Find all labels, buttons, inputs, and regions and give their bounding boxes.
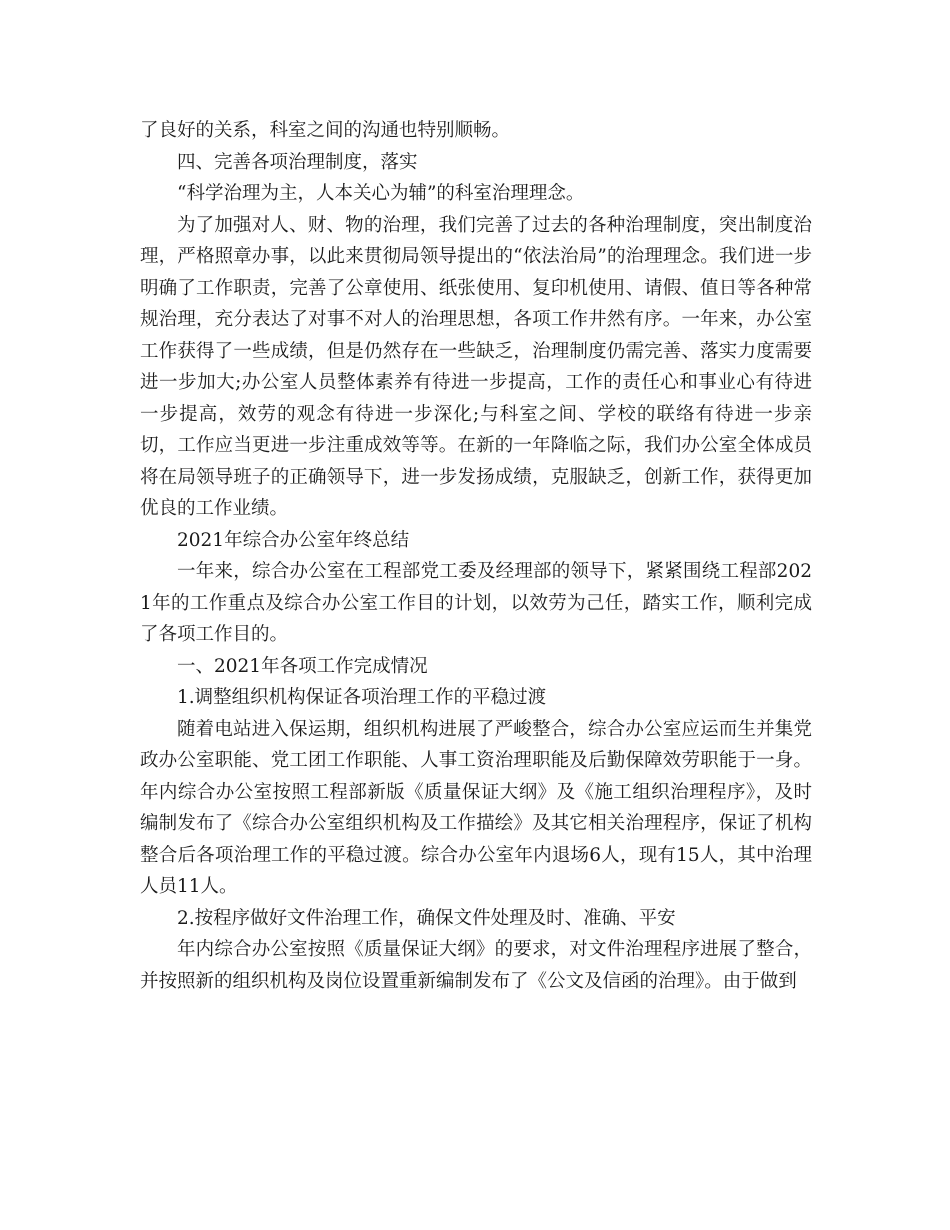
- section-heading-four: 四、完善各项治理制度，落实: [177, 151, 418, 173]
- subsection-heading-2: 2.按程序做好文件治理工作，确保文件处理及时、准确、平安: [177, 907, 676, 929]
- paragraph-management: 为了加强对人、财、物的治理，我们完善了过去的各种治理制度，突出制度治理，严格照章办事，以此来贯彻局领导提出的“依法治局”的治理理念。我们进一步明确了工作职责，完善了公章使用、纸张使用、复印机使用、请假、值日等各种常规治理，充分表达了对事不对人的治理思想，各项工作井然有序。一年来，办公室工作获得了一些成绩，但是仍然存在一些缺乏，治理制度仍需完善、落实力度需要进一步加大;办公室人员整体素养有待进一步提高，工作的责任心和事业心有待进一步提高，效劳的观念有待进一步深化;与科室之间、学校的联络有待进一步亲切，工作应当更进一步注重成效等等。在新的一年降临之际，我们办公室全体成员将在局领导班子的正确领导下，进一步发扬成绩，克服缺乏，创新工作，获得更加优良的工作业绩。: [140, 214, 812, 519]
- paragraph-documents: 年内综合办公室按照《质量保证大纲》的要求，对文件治理程序进展了整合，并按照新的组织机构及岗位设置重新编制发布了《公文及信函的治理》。由于做到: [140, 939, 812, 992]
- paragraph-organization: 随着电站进入保运期，组织机构进展了严峻整合，综合办公室应运而生并集党政办公室职能、党工团工作职能、人事工资治理职能及后勤保障效劳职能于一身。年内综合办公室按照工程部新版《质量保证大纲》及《施工组织治理程序》，及时编制发布了《综合办公室组织机构及工作描绘》及其它相关治理程序，保证了机构整合后各项治理工作的平稳过渡。综合办公室年内退场6人，现有15人，其中治理人员11人。: [140, 718, 812, 897]
- paragraph-continuation: 了良好的关系，科室之间的沟通也特别顺畅。: [140, 120, 511, 141]
- section-heading-four-cont: “科学治理为主，人本关心为辅”的科室治理理念。: [177, 183, 585, 204]
- paragraph-intro: 一年来，综合办公室在工程部党工委及经理部的领导下，紧紧围绕工程部2021年的工作重点及综合办公室工作目的计划，以效劳为己任，踏实工作，顺利完成了各项工作目的。: [140, 561, 812, 645]
- subsection-heading-1: 1.调整组织机构保证各项治理工作的平稳过渡: [177, 687, 547, 708]
- document-title-2021-summary: 2021年综合办公室年终总结: [177, 529, 410, 551]
- document-body: [140, 115, 812, 997]
- section-heading-one: 一、2021年各项工作完成情况: [177, 655, 428, 677]
